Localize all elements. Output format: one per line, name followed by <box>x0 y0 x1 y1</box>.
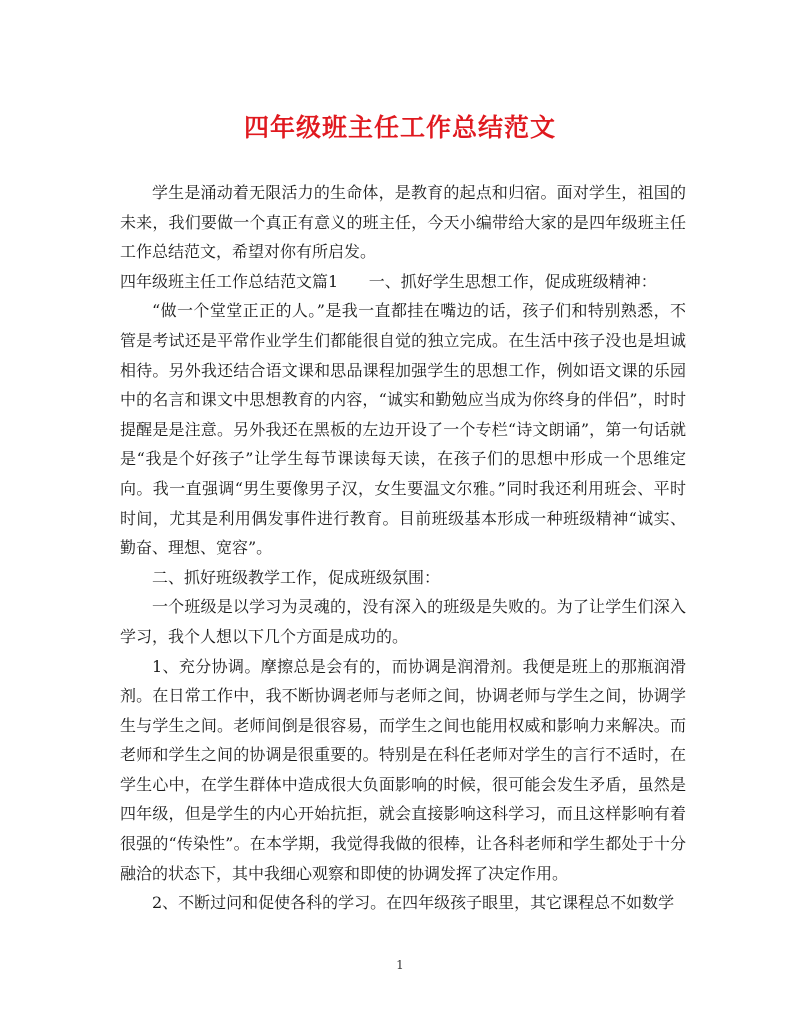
section-heading-2: 二、抓好班级教学工作，促成班级氛围： <box>152 567 441 587</box>
section-label: 四年级班主任工作总结范文篇1 <box>120 271 339 291</box>
section-heading-1: 一、抓好学生思想工作，促成班级精神： <box>368 271 657 291</box>
intro-paragraph: 学生是涌动着无限活力的生命体，是教育的起点和归宿。面对学生，祖国的未来，我们要做一个真正有意义的班主任，今天小编带给大家的是四年级班主任工作总结范文，希望对你有所启发。 <box>120 183 686 262</box>
paragraph-3: 1、充分协调。摩擦总是会有的，而协调是润滑剂。我便是班上的那瓶润滑剂。在日常工作中，我不断协调老师与老师之间，协调老师与学生之间，协调学生与学生之间。老师间倒是很容易，而学生之间也能用权威和影响力来解决。而老师和学生之间的协调是很重要的。特别是在科任老师对学生的言行不适时，在学生心中，在学生群体中造成很大负面影响的时候，很可能会发生矛盾，虽然是四年级，但是学生的内心开始抗拒，就会直接影响这科学习，而且这样影响有着很强的“传染性”。在本学期，我觉得我做的很棒，让各科老师和学生都处于十分融洽的状态下，其中我细心观察和即使的协调发挥了决定作用。 <box>120 656 686 883</box>
page-number: 1 <box>396 958 404 972</box>
paragraph-1: “做一个堂堂正正的人。”是我一直都挂在嘴边的话，孩子们和特别熟悉，不管是考试还是平常作业学生们都能很自觉的独立完成。在生活中孩子没也是坦诚相待。另外我还结合语文课和思品课程加强学生的思想工作，例如语文课的乐园中的名言和课文中思想教育的内容，“诚实和勤勉应当成为你终身的伴侣”，时时提醒是是注意。另外我还在黑板的左边开设了一个专栏“诗文朗诵”，第一句话就是“我是个好孩子”让学生每节课读每天读，在孩子们的思想中形成一个思维定向。我一直强调“男生要像男子汉，女生要温文尔雅。”同时我还利用班会、平时时间，尤其是利用偶发事件进行教育。目前班级基本形成一种班级精神“诚实、勤奋、理想、宽容”。 <box>120 301 686 558</box>
document-body <box>120 178 686 918</box>
document-title: 四年级班主任工作总结范文 <box>243 113 556 142</box>
paragraph-2: 一个班级是以学习为灵魂的，没有深入的班级是失败的。为了让学生们深入学习，我个人想以下几个方面是成功的。 <box>120 597 686 646</box>
paragraph-4: 2、不断过问和促使各科的学习。在四年级孩子眼里，其它课程总不如数学 <box>152 893 675 913</box>
section-line <box>120 267 686 297</box>
